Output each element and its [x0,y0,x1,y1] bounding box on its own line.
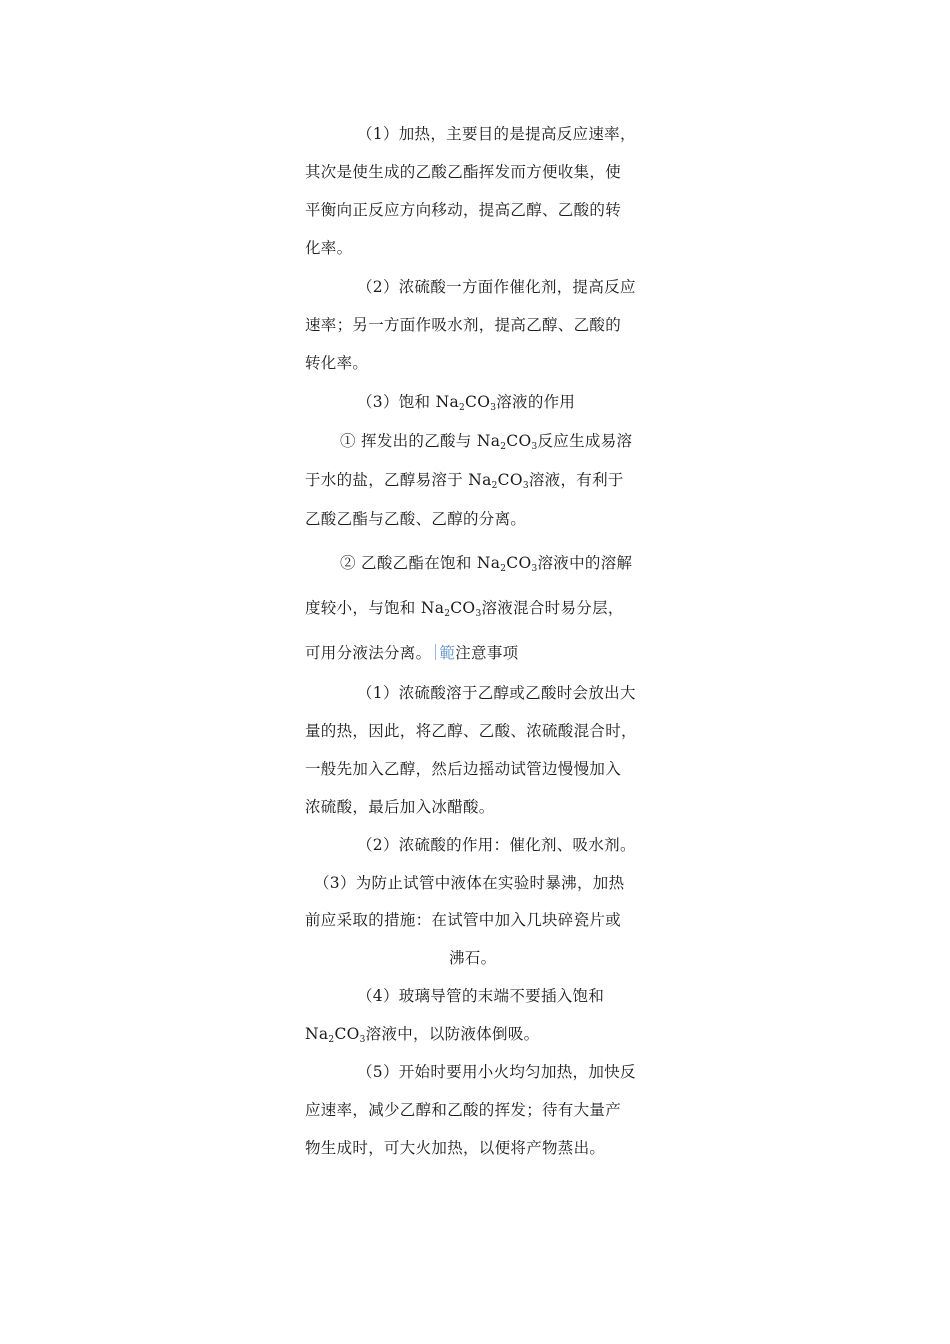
note4-line2 [305,1024,539,1044]
subscript: 3 [359,1035,366,1045]
text-segment: 可用分液法分离。 [305,644,432,662]
para-heating-line2: 其次是使生成的乙酸乙酯挥发而方便收集，使 [305,163,622,181]
text-segment: 溶液混合时易分层， [481,599,624,617]
note1-line1: （1）浓硫酸溶于乙醇或乙酸时会放出大 [357,684,636,702]
note3-line2: 前应采取的措施：在试管中加入几块碎瓷片或 [305,911,622,929]
text-segment: 溶液中，以防液体倒吸。 [365,1025,540,1043]
text-segment: CO [497,471,523,489]
subscript: 2 [500,564,507,574]
text-segment: CO [334,1025,360,1043]
note1-line2: 量的热，因此，将乙醇、乙酸、浓硫酸混合时， [305,722,637,740]
subscript: 2 [459,403,466,413]
text-segment: ② 乙酸乙酯在饱和 Na [340,554,501,572]
note3-line1: （3）为防止试管中液体在实验时暴沸，加热 [314,874,625,892]
subscript: 2 [500,442,507,452]
text-segment: CO [465,393,491,411]
note5-line2: 应速率，减少乙醇和乙酸的挥发；待有大量产 [305,1101,622,1119]
para-point2-line1 [340,553,632,573]
subscript: 3 [531,442,538,452]
text-segment: Na [305,1025,329,1043]
para-sulfuric-line1: （2）浓硫酸一方面作催化剂，提高反应 [357,278,636,296]
text-segment: 于水的盐，乙醇易溶于 Na [305,471,492,489]
note1-line3: 一般先加入乙醇，然后边摇动试管边慢慢加入 [305,760,622,778]
text-segment: 溶液中的溶解 [537,554,633,572]
cursor-marker [435,644,436,660]
para-heating-line1: （1）加热，主要目的是提高反应速率， [357,125,636,143]
text-segment: ① 挥发出的乙酸与 Na [340,432,501,450]
para-point2-line2 [305,598,624,618]
text-segment: 溶液，有利于 [528,471,624,489]
para-heating-line4: 化率。 [305,239,353,257]
subscript: 2 [491,481,498,491]
text-segment: CO [450,599,476,617]
subscript: 3 [490,403,497,413]
para-point1-line2 [305,470,624,490]
para-carbonate-heading [357,392,575,412]
para-sulfuric-line3: 转化率。 [305,354,369,372]
text-segment: 反应生成易溶 [537,432,633,450]
note2-line1: （2）浓硫酸的作用：催化剂、吸水剂。 [357,836,636,854]
text-segment: 溶液的作用 [496,393,576,411]
note1-line4: 浓硫酸，最后加入冰醋酸。 [305,798,495,816]
note3-line3: 沸石。 [449,949,497,967]
subscript: 3 [522,481,529,491]
note5-line3: 物生成时，可大火加热，以便将产物蒸出。 [305,1139,606,1157]
para-sulfuric-line2: 速率；另一方面作吸水剂，提高乙醇、乙酸的 [305,316,622,334]
note5-line1: （5）开始时要用小火均匀加热，加快反 [357,1063,636,1081]
para-point2-line3 [305,643,518,663]
section-title: 注意事项 [455,644,519,662]
subscript: 3 [531,564,538,574]
text-segment: 度较小，与饱和 Na [305,599,445,617]
subscript: 3 [475,609,482,619]
para-heating-line3: 平衡向正反应方向移动，提高乙醇、乙酸的转 [305,201,622,219]
para-point1-line3: 乙酸乙酯与乙酸、乙醇的分离。 [305,510,527,528]
text-segment: （3）饱和 Na [357,393,459,411]
text-segment: CO [506,432,532,450]
section-mark-icon: 範 [439,644,456,662]
text-segment: CO [506,554,532,572]
para-point1-line1 [340,431,632,451]
note4-line1: （4）玻璃导管的末端不要插入饱和 [357,987,605,1005]
subscript: 2 [444,609,451,619]
subscript: 2 [328,1035,335,1045]
